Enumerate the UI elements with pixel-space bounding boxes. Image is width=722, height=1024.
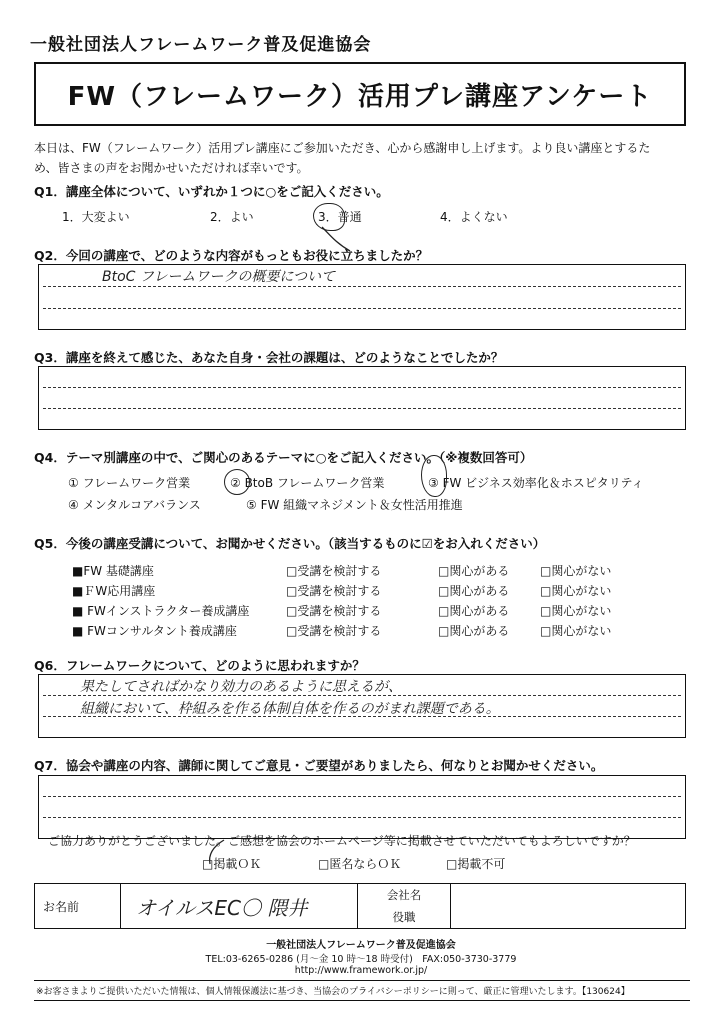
name-field[interactable] xyxy=(121,884,358,929)
q5-course-name: ■ FWコンサルタント養成講座 xyxy=(72,624,237,638)
organization-name: 一般社団法人フレームワーク普及促進協会 xyxy=(30,35,372,55)
footer-organization: 一般社団法人フレームワーク普及促進協会 xyxy=(266,940,456,951)
q7-answer-box[interactable] xyxy=(38,775,686,839)
q5-row xyxy=(72,582,672,602)
intro-line-2: め、皆さまの声をお聞かせいただければ幸いです。 xyxy=(34,161,309,175)
q5-consider-checkbox[interactable]: □受講を検討する xyxy=(286,604,382,618)
survey-title: FW（フレームワーク）活用プレ講座アンケート xyxy=(34,62,686,126)
q5-course-list xyxy=(72,562,672,642)
intro-line-1: 本日は、FW（フレームワーク）活用プレ講座にご参加いただき、心から感謝申し上げます。より良い講座とするた xyxy=(34,141,651,155)
q1-label: Q1．講座全体について、いずれか１つに○をご記入ください。 xyxy=(34,184,389,199)
q5-not-interested-checkbox[interactable]: □関心がない xyxy=(540,624,612,638)
q5-interested-checkbox[interactable]: □関心がある xyxy=(438,584,510,598)
q5-not-interested-checkbox[interactable]: □関心がない xyxy=(540,564,612,578)
q3-answer-box[interactable] xyxy=(38,366,686,430)
q5-consider-checkbox[interactable]: □受講を検討する xyxy=(286,584,382,598)
q4-option-1[interactable]: ① フレームワーク営業 xyxy=(68,476,191,490)
intro-text xyxy=(34,138,694,178)
q5-consider-checkbox[interactable]: □受講を検討する xyxy=(286,624,382,638)
consent-pen-stroke xyxy=(200,836,240,876)
q5-label: Q5．今後の講座受講について、お聞かせください。（該当するものに☑をお入れください） xyxy=(34,536,546,551)
footer-divider-bottom xyxy=(34,1000,690,1001)
footer-contact: TEL:03-6265-0286 (月～金 10 時～18 時受付) FAX:050-3730-3779 xyxy=(205,954,517,965)
name-label: お名前 xyxy=(35,884,121,929)
q5-interested-checkbox[interactable]: □関心がある xyxy=(438,564,510,578)
footer-url[interactable]: http://www.framework.or.jp/ xyxy=(294,965,428,976)
q5-course-name: ■ FWインストラクター養成講座 xyxy=(72,604,250,618)
q4-option-4[interactable]: ④ メンタルコアバランス xyxy=(68,498,201,512)
q4-option-3[interactable]: ③ FW ビジネス効率化＆ホスピタリティ xyxy=(428,476,644,490)
q5-interested-checkbox[interactable]: □関心がある xyxy=(438,604,510,618)
q5-row xyxy=(72,622,672,642)
q5-not-interested-checkbox[interactable]: □関心がない xyxy=(540,584,612,598)
q1-option-3[interactable]: 3．普通 xyxy=(318,210,362,224)
q5-row xyxy=(72,602,672,622)
privacy-notice: ※お客さまよりご提供いただいた情報は、個人情報保護法に基づき、当協会のプライバシーポリシーに則って、厳正に管理いたします。【130624】 xyxy=(36,987,630,997)
q4-selected-circle-mark-3 xyxy=(421,455,447,497)
company-field[interactable] xyxy=(451,884,686,929)
respondent-table xyxy=(34,883,686,929)
q5-interested-checkbox[interactable]: □関心がある xyxy=(438,624,510,638)
q6-handwritten-answer-line-1: 果たしてさればかなり効力のあるように思えるが、 xyxy=(80,679,402,695)
q5-row xyxy=(72,562,672,582)
q4-option-5[interactable]: ⑤ FW 組織マネジメント＆女性活用推進 xyxy=(246,498,463,512)
q1-option-1[interactable]: 1．大変よい xyxy=(62,210,130,224)
q5-not-interested-checkbox[interactable]: □関心がない xyxy=(540,604,612,618)
q1-option-2[interactable]: 2．よい xyxy=(210,210,254,224)
footer-divider xyxy=(34,980,690,981)
q3-label: Q3．講座を終えて感じた、あなた自身・会社の課題は、どのようなことでしたか？ xyxy=(34,350,504,365)
q7-label: Q7．協会や講座の内容、講師に関してご意見・ご要望がありましたら、何なりとお聞かせください。 xyxy=(34,758,604,773)
q4-selected-circle-mark-2 xyxy=(224,469,250,495)
q1-option-4[interactable]: 4．よくない xyxy=(440,210,508,224)
q2-label: Q2．今回の講座で、どのような内容がもっともお役に立ちましたか？ xyxy=(34,248,429,263)
q5-course-name: ■ＦW応用講座 xyxy=(72,584,156,598)
q4-label: Q4．テーマ別講座の中で、ご関心のあるテーマに○をご記入ください。（※複数回答可） xyxy=(34,450,533,465)
q6-handwritten-answer-line-2: 組織において、枠組みを作る体制自体を作るのがまれ課題である。 xyxy=(80,701,500,717)
name-handwritten-value: オイルスEC〇 隈井 xyxy=(136,895,308,920)
q2-handwritten-answer: BtoC フレームワークの概要について xyxy=(102,269,336,285)
job-title-label: 役職 xyxy=(358,906,451,929)
q4-option-2[interactable]: ② BtoB フレームワーク営業 xyxy=(230,476,385,490)
consent-option-decline[interactable]: □掲載不可 xyxy=(446,857,506,871)
q6-label: Q6．フレームワークについて、どのように思われますか？ xyxy=(34,658,365,673)
consent-option-anonymous[interactable]: □匿名ならＯＫ xyxy=(318,857,402,871)
company-label: 会社名 xyxy=(358,884,451,907)
consent-option-ok[interactable]: □掲載ＯＫ xyxy=(202,857,262,871)
consent-question: ご協力ありがとうございました。ご感想を協会のホームページ等に掲載させていただいてもよろしいですか？ xyxy=(48,834,636,848)
q5-consider-checkbox[interactable]: □受講を検討する xyxy=(286,564,382,578)
q5-course-name: ■FW 基礎講座 xyxy=(72,564,154,578)
